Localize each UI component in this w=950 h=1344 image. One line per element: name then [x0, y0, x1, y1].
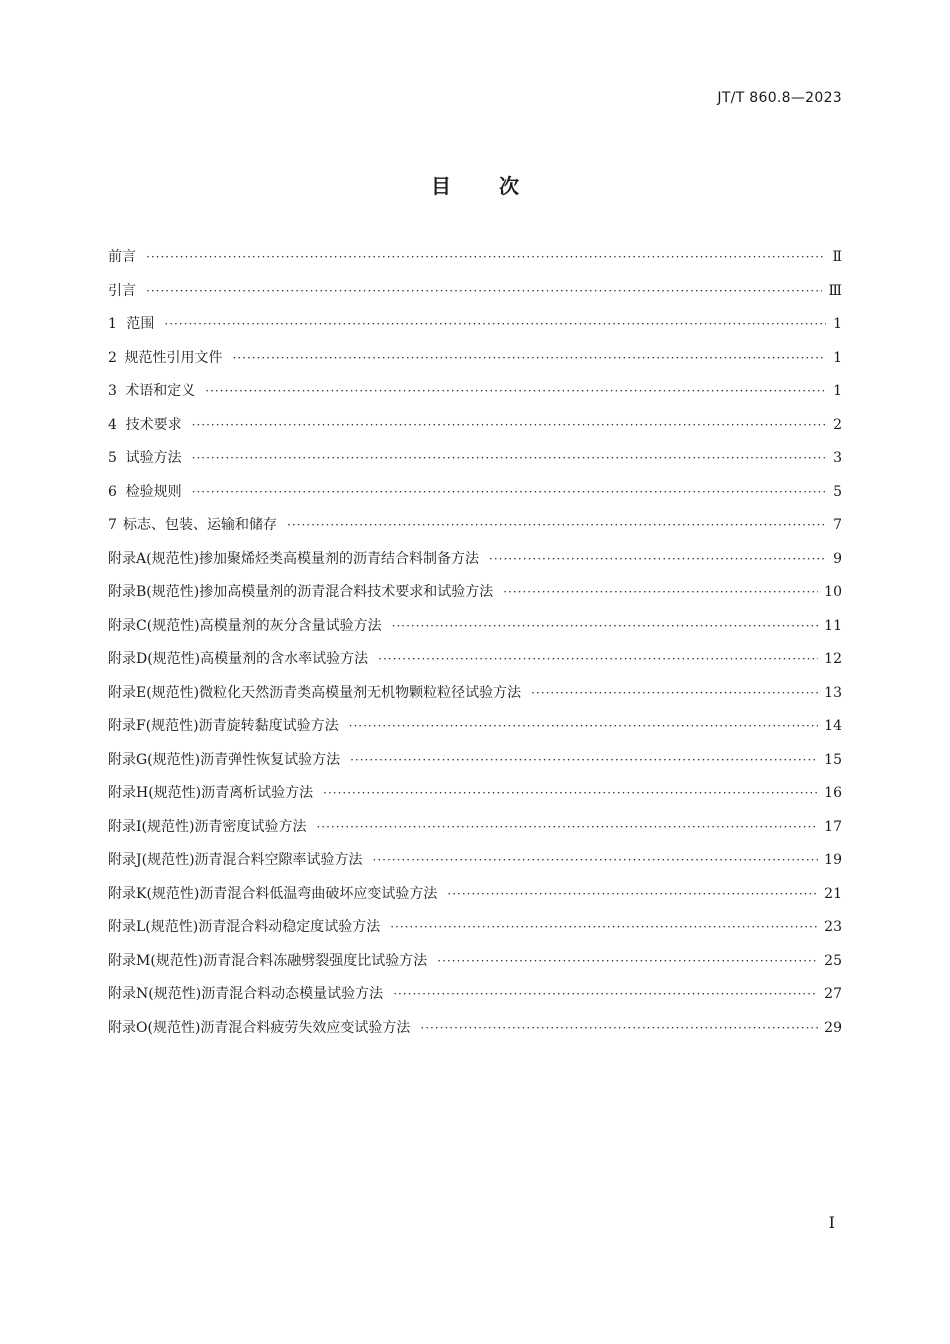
- dot-leader: [447, 878, 818, 912]
- toc-entry-page: 3: [833, 450, 842, 466]
- toc-entry-appendix: 附录F(规范性): [108, 718, 199, 734]
- toc-entry-title: 沥青密度试验方法: [194, 818, 307, 835]
- toc-entry-page: 2: [833, 416, 842, 433]
- dot-leader: [323, 777, 818, 811]
- dot-leader: [390, 911, 818, 945]
- toc-entry-appendix: 附录L(规范性): [108, 919, 199, 935]
- toc-entry-appendix: 附录H(规范性): [108, 785, 202, 801]
- dot-leader: [192, 409, 826, 443]
- toc-entry-appendix: 附录A(规范性): [108, 550, 200, 567]
- toc-entry[interactable]: [108, 643, 842, 677]
- toc-entry-title: 沥青混合料动态模量试验方法: [201, 986, 384, 1002]
- toc-entry-title: 沥青混合料疲劳失效应变试验方法: [200, 1019, 411, 1036]
- toc-entry[interactable]: [108, 844, 842, 878]
- toc-entry[interactable]: [108, 945, 842, 979]
- toc-entry-title: 掺加高模量剂的沥青混合料技术要求和试验方法: [199, 584, 494, 600]
- toc-entry-page: 12: [824, 651, 842, 667]
- toc-entry-title: 标志、包装、运输和储存: [123, 517, 277, 533]
- toc-entry-appendix: 附录I(规范性): [108, 818, 195, 835]
- toc-entry[interactable]: [108, 710, 842, 744]
- dot-leader: [531, 677, 818, 711]
- dot-leader: [146, 275, 822, 309]
- dot-leader: [146, 241, 826, 275]
- toc-entry-number: 6: [108, 483, 117, 500]
- toc-entry-number: 1: [108, 316, 117, 332]
- toc-entry-number: 7: [108, 517, 117, 533]
- toc-entry-title: 检验规则: [125, 483, 182, 500]
- toc-entry-title: 沥青混合料冻融劈裂强度比试验方法: [203, 952, 428, 969]
- toc-entry-page: 1: [833, 316, 842, 332]
- toc-entry-title: 高模量剂的灰分含量试验方法: [199, 617, 382, 634]
- table-of-contents: [108, 241, 842, 1045]
- toc-entry[interactable]: [108, 744, 842, 778]
- toc-entry-number: 2: [108, 349, 117, 366]
- toc-entry[interactable]: [108, 241, 842, 275]
- toc-entry-title: 试验方法: [125, 450, 182, 466]
- toc-entry[interactable]: [108, 342, 842, 376]
- toc-entry-appendix: 附录B(规范性): [108, 584, 200, 600]
- dot-leader: [192, 476, 826, 510]
- dot-leader: [205, 375, 826, 409]
- toc-entry-page: 7: [833, 517, 842, 533]
- toc-entry-title: 范围: [126, 316, 155, 332]
- toc-entry[interactable]: [108, 375, 842, 409]
- dot-leader: [373, 844, 819, 878]
- dot-leader: [437, 945, 818, 979]
- toc-entry-page: 1: [833, 349, 842, 366]
- dot-leader: [420, 1012, 818, 1046]
- dot-leader: [233, 342, 826, 376]
- toc-entry-page: 1: [833, 383, 842, 399]
- toc-entry[interactable]: [108, 978, 842, 1012]
- toc-entry[interactable]: [108, 811, 842, 845]
- toc-entry-title: 规范性引用文件: [124, 349, 223, 366]
- toc-entry-page: Ⅲ: [828, 282, 842, 299]
- toc-entry-title: 沥青弹性恢复试验方法: [200, 751, 341, 768]
- toc-entry-page: 13: [824, 684, 842, 701]
- dot-leader: [316, 811, 818, 845]
- toc-entry[interactable]: [108, 275, 842, 309]
- toc-entry-title: 沥青混合料动稳定度试验方法: [198, 919, 381, 935]
- page-folio: I: [828, 1213, 835, 1232]
- dot-leader: [164, 308, 826, 342]
- toc-entry[interactable]: [108, 308, 842, 342]
- toc-entry-page: 17: [824, 818, 842, 835]
- standard-code: JT/T 860.8—2023: [717, 90, 842, 106]
- toc-entry-page: 14: [824, 718, 842, 734]
- toc-entry[interactable]: [108, 911, 842, 945]
- toc-entry-number: 4: [108, 416, 117, 433]
- toc-entry-page: 29: [824, 1019, 842, 1036]
- toc-entry[interactable]: [108, 777, 842, 811]
- toc-entry-page: 11: [824, 617, 842, 634]
- page-title: 目次: [431, 174, 567, 198]
- toc-entry-title: 前言: [108, 249, 136, 265]
- toc-entry-title: 技术要求: [125, 416, 182, 433]
- toc-entry-title: 术语和定义: [125, 383, 196, 399]
- toc-entry-page: 5: [833, 483, 842, 500]
- toc-entry-appendix: 附录D(规范性): [108, 651, 201, 667]
- toc-entry[interactable]: [108, 409, 842, 443]
- toc-entry[interactable]: [108, 878, 842, 912]
- toc-entry[interactable]: [108, 1012, 842, 1046]
- toc-entry[interactable]: [108, 610, 842, 644]
- dot-leader: [378, 643, 818, 677]
- dot-leader: [350, 744, 818, 778]
- toc-entry-title: 高模量剂的含水率试验方法: [200, 651, 369, 667]
- toc-entry-page: 16: [824, 785, 842, 801]
- toc-entry-page: 21: [824, 885, 842, 902]
- toc-entry-title: 沥青混合料低温弯曲破坏应变试验方法: [199, 885, 438, 902]
- toc-entry-title: 引言: [108, 282, 136, 299]
- toc-entry-appendix: 附录J(规范性): [108, 852, 195, 868]
- toc-entry-appendix: 附录C(规范性): [108, 617, 200, 634]
- dot-leader: [287, 509, 826, 543]
- toc-entry-page: 25: [824, 952, 842, 969]
- toc-entry-number: 5: [108, 450, 117, 466]
- dot-leader: [489, 543, 826, 577]
- toc-entry[interactable]: [108, 476, 842, 510]
- toc-entry-title: 沥青混合料空隙率试验方法: [194, 852, 363, 868]
- toc-entry-page: 19: [824, 852, 842, 868]
- toc-entry[interactable]: [108, 677, 842, 711]
- dot-leader: [393, 978, 818, 1012]
- toc-entry-title: 沥青旋转黏度试验方法: [198, 718, 339, 734]
- toc-entry-page: 23: [824, 919, 842, 935]
- toc-entry-page: 10: [824, 584, 842, 600]
- toc-entry-page: 15: [824, 751, 842, 768]
- toc-entry-appendix: 附录G(规范性): [108, 751, 201, 768]
- toc-entry[interactable]: [108, 442, 842, 476]
- toc-entry-appendix: 附录N(规范性): [108, 986, 202, 1002]
- toc-entry-number: 3: [108, 383, 117, 399]
- toc-entry-appendix: 附录K(规范性): [108, 885, 200, 902]
- toc-entry-page: 9: [833, 550, 842, 567]
- toc-entry-appendix: 附录M(规范性): [108, 952, 204, 969]
- toc-entry-appendix: 附录E(规范性): [108, 684, 200, 701]
- dot-leader: [192, 442, 826, 476]
- dot-leader: [392, 610, 819, 644]
- toc-entry-page: 27: [824, 986, 842, 1002]
- toc-entry-title: 微粒化天然沥青类高模量剂无机物颗粒粒径试验方法: [199, 684, 522, 701]
- toc-entry-title: 掺加聚烯烃类高模量剂的沥青结合料制备方法: [199, 550, 480, 567]
- toc-entry-appendix: 附录O(规范性): [108, 1019, 201, 1036]
- toc-entry-title: 沥青离析试验方法: [201, 785, 314, 801]
- toc-entry[interactable]: [108, 576, 842, 610]
- dot-leader: [349, 710, 819, 744]
- toc-entry[interactable]: [108, 509, 842, 543]
- toc-entry-page: Ⅱ: [832, 249, 842, 265]
- toc-entry[interactable]: [108, 543, 842, 577]
- dot-leader: [503, 576, 818, 610]
